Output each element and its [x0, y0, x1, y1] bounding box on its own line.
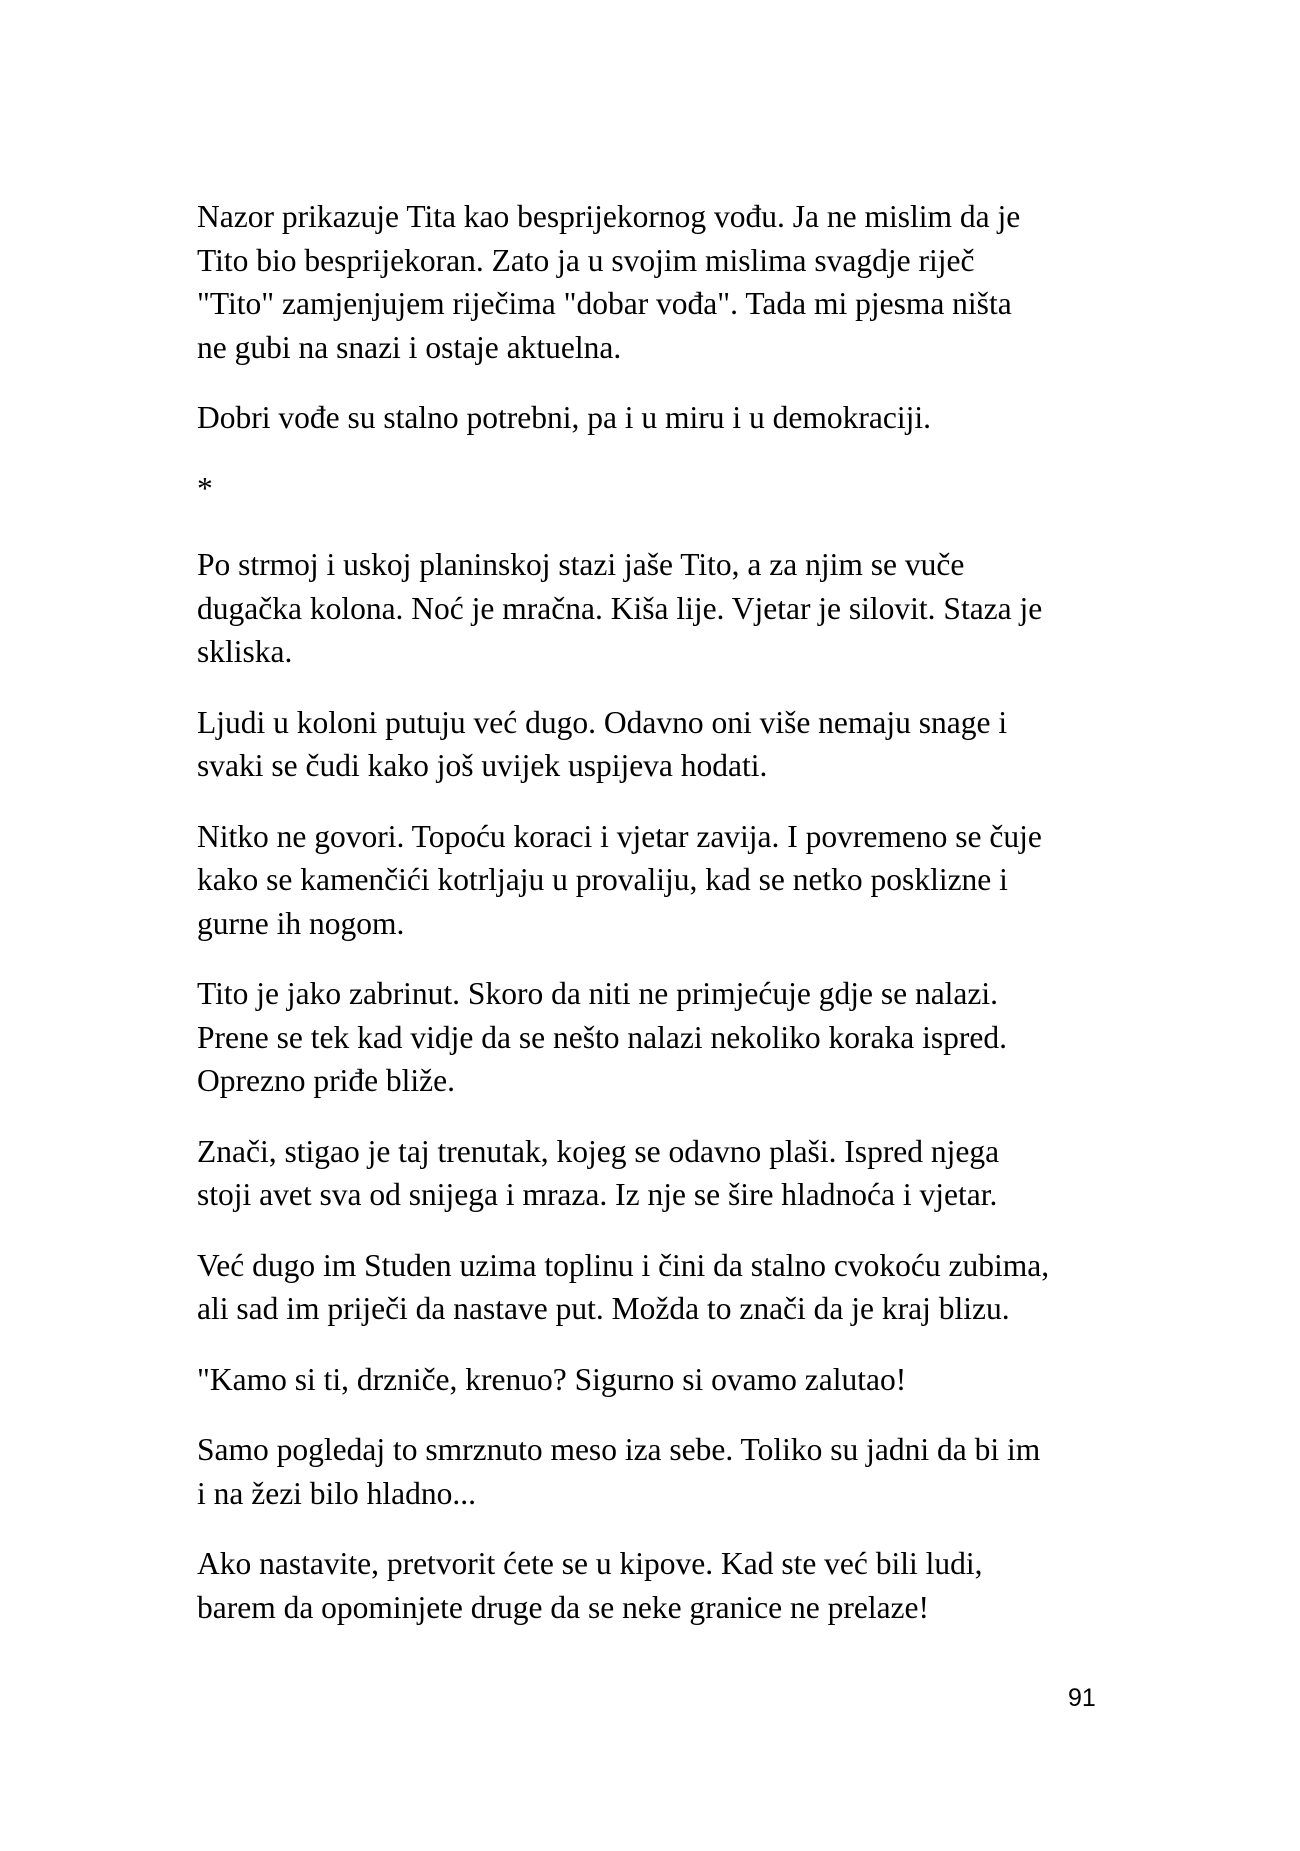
body-text [197, 195, 1117, 1656]
page-number: 91 [1068, 1684, 1096, 1712]
paragraph-4: Ljudi u koloni putuju već dugo. Odavno oni više nemaju snage i svaki se čudi kako još uvijek uspijeva hodati. [197, 704, 1008, 783]
section-separator: * [197, 470, 213, 506]
paragraph-3: Po strmoj i uskoj planinskoj stazi jaše Tito, a za njim se vuče dugačka kolona. Noć je mračna. Kiša lije. Vjetar je silovit. Staza je skliska. [197, 547, 1043, 669]
paragraph-1: Nazor prikazuje Tita kao besprijekornog vođu. Ja ne mislim da je Tito bio besprijekoran. Zato ja u svojim mislima svagdje riječ "Tito" zamjenjujem riječima "dobar vođa". Tada mi pjesma ništa ne gubi na snazi i ostaje aktuelna. [197, 199, 1021, 365]
paragraph-5: Nitko ne govori. Topoću koraci i vjetar zavija. I povremeno se čuje kako se kamenčići kotrljaju u provaliju, kad se netko posklizne i gurne ih nogom. [197, 818, 1042, 941]
paragraph-2: Dobri vođe su stalno potrebni, pa i u miru i u demokraciji. [197, 400, 931, 435]
paragraph-6: Tito je jako zabrinut. Skoro da niti ne primjećuje gdje se nalazi. Prene se tek kad vidje da se nešto nalazi nekoliko koraka ispred. Oprezno priđe bliže. [197, 976, 1007, 1098]
paragraph-7: Znači, stigao je taj trenutak, kojeg se odavno plaši. Ispred njega stoji avet sva od snijega i mraza. Iz nje se šire hladnoća i vjetar. [197, 1133, 1000, 1212]
paragraph-9: "Kamo si ti, drzniče, krenuo? Sigurno si ovamo zalutao! [197, 1361, 907, 1397]
paragraph-8: Već dugo im Studen uzima toplinu i čini da stalno cvokoću zubima, ali sad im priječi da nastave put. Možda to znači da je kraj blizu. [197, 1247, 1050, 1326]
paragraph-10: Samo pogledaj to smrznuto meso iza sebe. Toliko su jadni da bi im i na žezi bilo hladno... [197, 1432, 1041, 1511]
paragraph-11: Ako nastavite, pretvorit ćete se u kipove. Kad ste već bili ludi, barem da opominjete druge da se neke granice ne prelaze! [197, 1546, 983, 1625]
